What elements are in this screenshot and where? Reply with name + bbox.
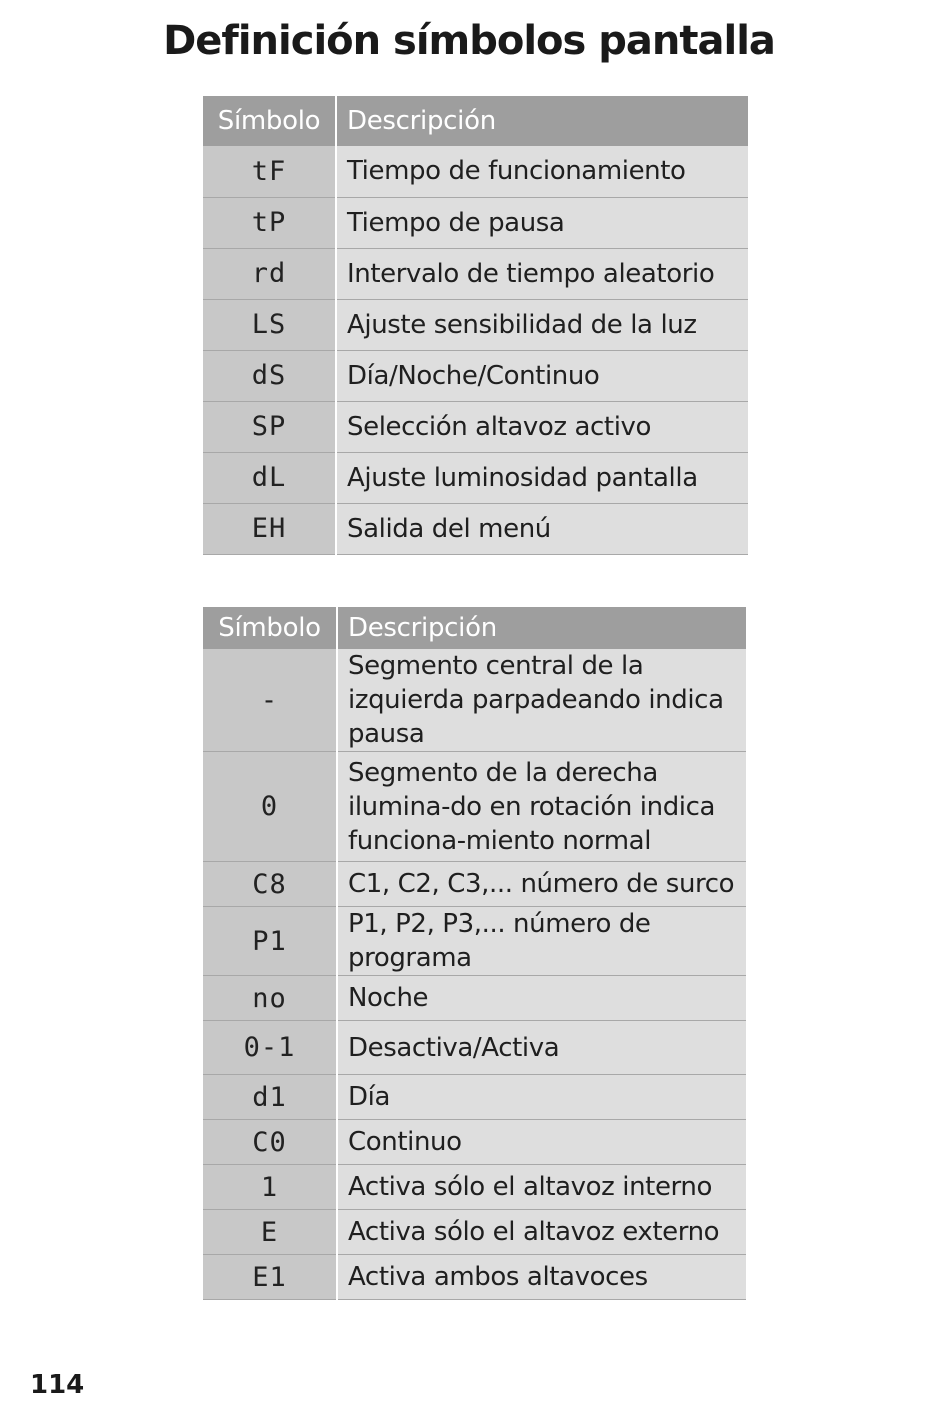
description-cell: Salida del menú — [336, 503, 748, 554]
table-row — [203, 752, 746, 862]
symbol-cell: SP — [203, 401, 336, 452]
description-cell: Ajuste sensibilidad de la luz — [336, 299, 748, 350]
table-row — [203, 299, 748, 350]
symbol-cell: 1 — [203, 1165, 337, 1210]
description-cell: Activa ambos altavoces — [337, 1255, 746, 1300]
description-cell: Selección altavoz activo — [336, 401, 748, 452]
table-row — [203, 401, 748, 452]
table-row — [203, 1255, 746, 1300]
table-row — [203, 503, 748, 554]
symbol-cell: 0 — [203, 752, 337, 862]
description-cell: Día — [337, 1075, 746, 1120]
symbol-cell: tP — [203, 197, 336, 248]
symbol-cell: d1 — [203, 1075, 337, 1120]
symbol-cell: C0 — [203, 1120, 337, 1165]
header-symbol: Símbolo — [203, 96, 336, 146]
description-cell: C1, C2, C3,... número de surco — [337, 862, 746, 907]
description-cell: Noche — [337, 976, 746, 1021]
symbol-cell: - — [203, 649, 337, 752]
symbol-cell: E — [203, 1210, 337, 1255]
table-row — [203, 976, 746, 1021]
symbol-cell: C8 — [203, 862, 337, 907]
description-cell: Intervalo de tiempo aleatorio — [336, 248, 748, 299]
symbol-table-settings — [203, 96, 748, 555]
description-cell: Desactiva/Activa — [337, 1021, 746, 1075]
table-header-row — [203, 96, 748, 146]
table-row — [203, 1075, 746, 1120]
table-row — [203, 862, 746, 907]
symbol-cell: P1 — [203, 907, 337, 976]
symbol-cell: no — [203, 976, 337, 1021]
header-description: Descripción — [337, 607, 746, 649]
symbol-cell: rd — [203, 248, 336, 299]
table-row — [203, 350, 748, 401]
table-row — [203, 197, 748, 248]
table-row — [203, 907, 746, 976]
description-cell: Activa sólo el altavoz externo — [337, 1210, 746, 1255]
symbol-cell: 0-1 — [203, 1021, 337, 1075]
table-row — [203, 452, 748, 503]
description-cell: Día/Noche/Continuo — [336, 350, 748, 401]
description-cell: Segmento de la derecha ilumina-do en rotación indica funciona-miento normal — [337, 752, 746, 862]
table-row — [203, 649, 746, 752]
description-cell: Continuo — [337, 1120, 746, 1165]
symbol-cell: dS — [203, 350, 336, 401]
symbol-cell: dL — [203, 452, 336, 503]
table-row — [203, 1120, 746, 1165]
description-cell: P1, P2, P3,... número de programa — [337, 907, 746, 976]
description-cell: Segmento central de la izquierda parpadeando indica pausa — [337, 649, 746, 752]
symbol-cell: E1 — [203, 1255, 337, 1300]
symbol-cell: LS — [203, 299, 336, 350]
page-number: 114 — [30, 1370, 85, 1400]
page-title: Definición símbolos pantalla — [163, 18, 775, 64]
table-row — [203, 1210, 746, 1255]
symbol-cell: EH — [203, 503, 336, 554]
table-row — [203, 1165, 746, 1210]
symbol-cell: tF — [203, 146, 336, 197]
header-description: Descripción — [336, 96, 748, 146]
table-header-row — [203, 607, 746, 649]
symbol-table-states — [203, 607, 746, 1300]
description-cell: Activa sólo el altavoz interno — [337, 1165, 746, 1210]
table-row — [203, 146, 748, 197]
table-row — [203, 248, 748, 299]
description-cell: Tiempo de pausa — [336, 197, 748, 248]
description-cell: Tiempo de funcionamiento — [336, 146, 748, 197]
table-row — [203, 1021, 746, 1075]
description-cell: Ajuste luminosidad pantalla — [336, 452, 748, 503]
header-symbol: Símbolo — [203, 607, 337, 649]
